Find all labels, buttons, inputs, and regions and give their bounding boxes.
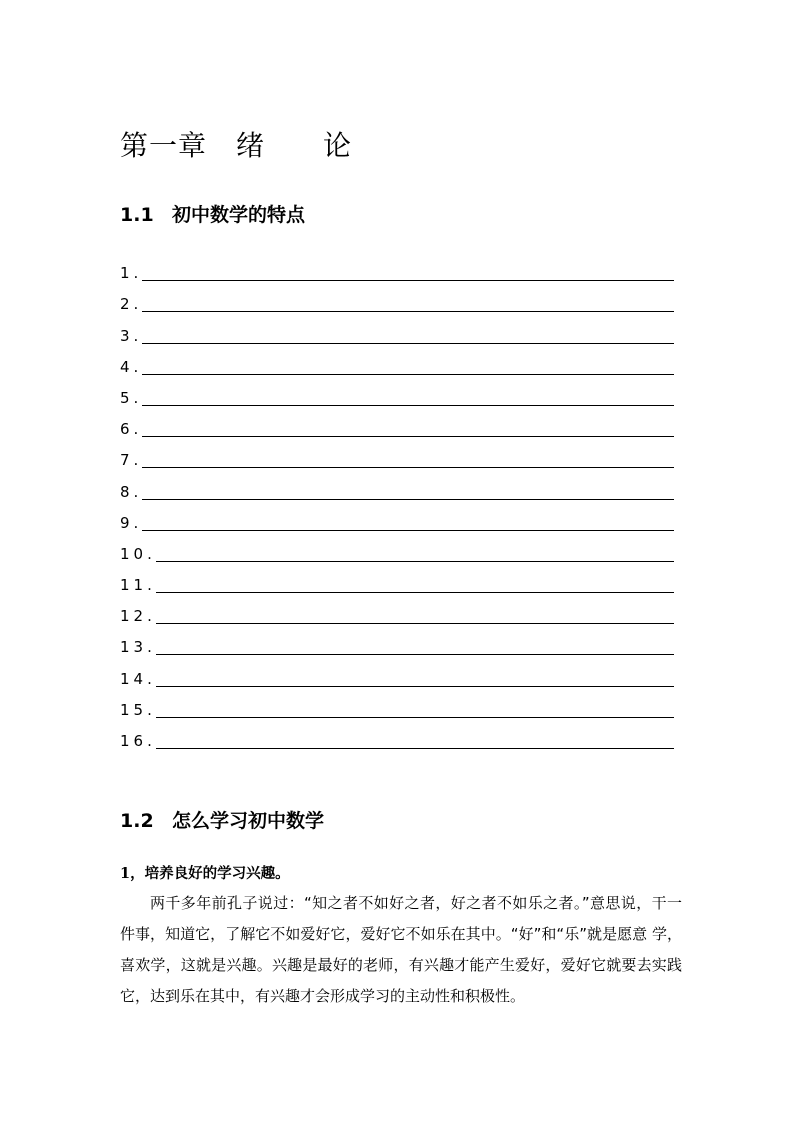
blank-number: 3. — [120, 326, 143, 345]
blank-number: 12. — [120, 607, 156, 626]
blank-number: 1. — [120, 264, 143, 283]
section-heading-1-1 — [120, 200, 305, 227]
section-number: 1.1 — [120, 204, 154, 226]
blank-line — [156, 668, 674, 687]
blank-number: 16. — [120, 732, 156, 750]
blank-line — [142, 418, 674, 437]
blank-item — [120, 439, 674, 470]
blank-item — [120, 377, 674, 408]
blank-item — [120, 626, 674, 657]
blank-item — [120, 657, 674, 688]
blank-number: 13. — [120, 638, 156, 657]
section-number: 1.2 — [120, 810, 154, 832]
blank-number: 8. — [120, 482, 143, 501]
blank-line — [142, 356, 674, 375]
blank-line — [156, 730, 674, 749]
blank-item — [120, 470, 674, 501]
blank-item — [120, 314, 674, 345]
section-heading-1-2 — [120, 806, 324, 833]
blank-item — [120, 595, 674, 626]
blank-number: 15. — [120, 700, 156, 719]
blank-line — [142, 293, 674, 312]
sub-heading: 1，培养良好的学习兴趣。 — [120, 865, 290, 882]
blank-line — [142, 481, 674, 500]
blank-item — [120, 283, 674, 314]
blank-line — [156, 605, 674, 624]
blank-line — [142, 449, 674, 468]
blank-item — [120, 533, 674, 564]
blank-item — [120, 502, 674, 533]
blank-item — [120, 720, 674, 751]
blank-item — [120, 689, 674, 720]
section-title: 初中数学的特点 — [172, 204, 306, 226]
blank-number: 10. — [120, 544, 156, 563]
blank-line — [156, 636, 674, 655]
blank-line — [142, 512, 674, 531]
blank-number: 9. — [120, 513, 143, 532]
blank-number: 7. — [120, 451, 143, 470]
blank-line — [142, 325, 674, 344]
blank-number: 6. — [120, 420, 143, 439]
blank-line — [156, 574, 674, 593]
chapter-title: 第一章 绪 论 — [120, 129, 353, 162]
blank-number: 5. — [120, 388, 143, 407]
blank-item — [120, 252, 674, 283]
blank-number: 2. — [120, 295, 143, 314]
blank-item — [120, 408, 674, 439]
body-paragraph: 两千多年前孔子说过：“知之者不如好之者，好之者不如乐之者。”意思说，干一件事，知道它，了解它不如爱好它，爱好它不如乐在其中。“好”和“乐”就是愿意 学，喜欢学，这就是兴趣。兴趣是最好的老师，有兴趣才能产生爱好，爱好它就要去实践它，达到乐在其中，有兴趣才会形成学习的主动性和积极性。 — [120, 894, 682, 1005]
blank-number: 4. — [120, 357, 143, 376]
blank-line — [156, 543, 674, 562]
blank-item — [120, 564, 674, 595]
blank-item — [120, 346, 674, 377]
blank-number: 11. — [120, 576, 156, 595]
blank-line — [142, 387, 674, 406]
fill-in-blank-list — [120, 252, 674, 751]
blank-number: 14. — [120, 669, 156, 688]
blank-line — [156, 699, 674, 718]
section-title: 怎么学习初中数学 — [172, 810, 325, 832]
blank-line — [142, 262, 674, 281]
